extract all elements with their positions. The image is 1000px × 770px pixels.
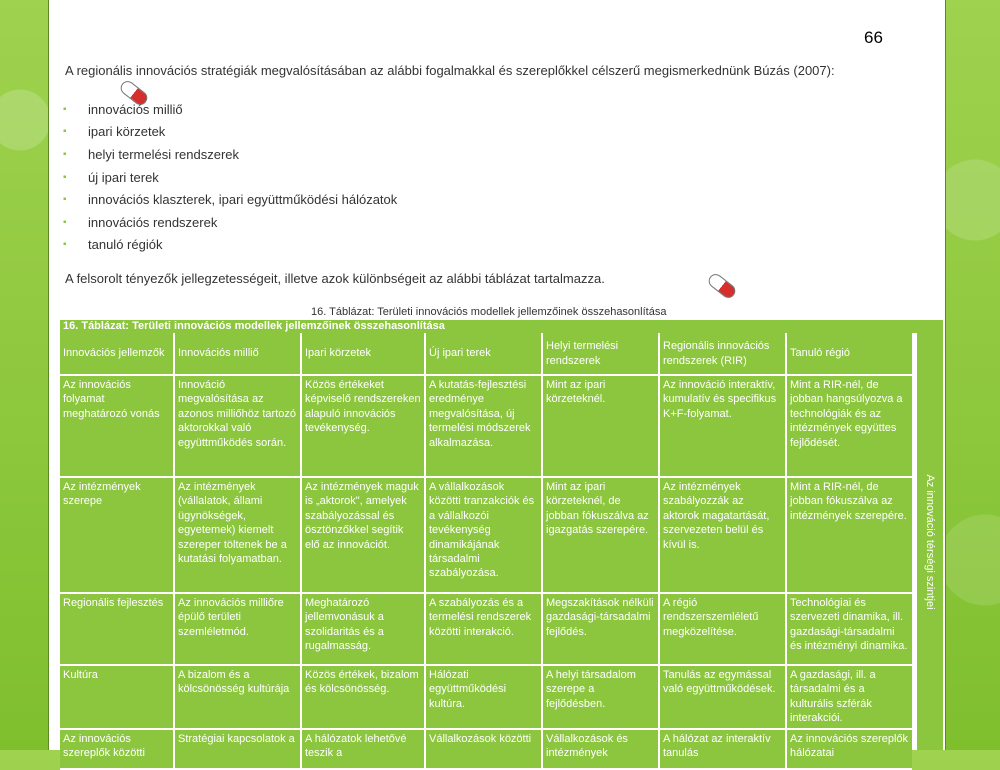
table-cell: Közös értékeket képviselő rendszereken alapuló innovációs tevékenység. — [301, 375, 425, 477]
header-cell: Innovációs milliő — [174, 333, 301, 375]
table-cell: Vállalkozások és intézmények — [542, 729, 659, 769]
bullet-icon: ▪ — [63, 216, 67, 228]
comparison-table — [60, 333, 912, 760]
table-cell: Az innovációs folyamat meghatározó vonás — [60, 375, 174, 477]
table-title: 16. Táblázat: Területi innovációs modellek jellemzőinek összehasonlítása — [60, 320, 943, 333]
bullet-icon: ▪ — [63, 103, 67, 115]
summary-text: A felsorolt tényezők jellegzetességeit, illetve azok különbségeit az alábbi táblázat tartalmazza. — [65, 271, 605, 286]
header-cell: Tanuló régió — [786, 333, 912, 375]
table-cell: Az innováció interaktív, kumulatív és specifikus K+F-folyamat. — [659, 375, 786, 477]
table-cell: Vállalkozások közötti — [425, 729, 542, 769]
table-cell: Mint az ipari körzeteknél. — [542, 375, 659, 477]
list-item: ▪ tanuló régiók — [63, 237, 163, 253]
table-row — [60, 477, 912, 593]
table-cell: Stratégiai kapcsolatok a — [174, 729, 301, 769]
table-row — [60, 665, 912, 729]
table-cell: Mint a RIR-nél, de jobban fókuszálva az intézmények szerepére. — [786, 477, 912, 593]
side-label-text: Az innováció térségi szintjei — [924, 473, 936, 610]
table-cell: Meghatározó jellemvonásuk a szolidaritás és a rugalmasság. — [301, 593, 425, 665]
table-cell: Az intézmények szabályozzák az aktorok magatartását, szervezeten belül és kívül is. — [659, 477, 786, 593]
intro-text: A regionális innovációs stratégiák megvalósításában az alábbi fogalmakkal és szereplőkkel célszerű megismerkednünk Búzás (2007): — [65, 63, 835, 78]
document-page — [48, 0, 946, 760]
page-number: 66 — [864, 28, 883, 47]
header-cell: Innovációs jellemzők — [60, 333, 174, 375]
table-cell: Az intézmények (vállalatok, állami ügynökségek, egyetemek) kiemelt szereper töltenek be a kutatási folyamatban. — [174, 477, 301, 593]
bullet-icon: ▪ — [63, 126, 67, 138]
table-cell: Az intézmények maguk is „aktorok", amelyek szabályozással és ösztönzőkkel segítik elő az innovációt. — [301, 477, 425, 593]
table-cell: Kultúra — [60, 665, 174, 729]
header-cell: Ipari körzetek — [301, 333, 425, 375]
table-cell: Mint a RIR-nél, de jobban hangsúlyozva a technológiák és az intézmények együttes fejlődését. — [786, 375, 912, 477]
list-item: ▪ innovációs rendszerek — [63, 214, 218, 230]
table-cell: Az innovációs szereplők közötti — [60, 729, 174, 769]
header-cell: Új ipari terek — [425, 333, 542, 375]
table-caption: 16. Táblázat: Területi innovációs modellek jellemzőinek összehasonlítása — [311, 306, 667, 318]
side-label — [915, 333, 943, 750]
list-item: ▪ helyi termelési rendszerek — [63, 146, 240, 162]
header-cell: Regionális innovációs rendszerek (RIR) — [659, 333, 786, 375]
bullet-icon: ▪ — [63, 148, 67, 160]
table-cell: A hálózatok lehetővé teszik a — [301, 729, 425, 769]
list-item: ▪ innovációs klaszterek, ipari együttműködési hálózatok — [63, 192, 398, 208]
list-item: ▪ innovációs milliő — [63, 101, 183, 117]
table-row — [60, 593, 912, 665]
table-cell: Regionális fejlesztés — [60, 593, 174, 665]
table-cell: Az innovációs szereplők hálózatai — [786, 729, 912, 769]
table-cell: A régió rendszerszemléletű megközelítése. — [659, 593, 786, 665]
bullet-icon: ▪ — [63, 194, 67, 206]
table-header-row — [60, 333, 912, 375]
bullet-icon: ▪ — [63, 171, 67, 183]
table-row — [60, 729, 912, 769]
list-item: ▪ új ipari terek — [63, 169, 159, 185]
table-cell: Technológiai és szervezeti dinamika, ill. gazdasági-társadalmi és intézményi dinamika. — [786, 593, 912, 665]
table-cell: A hálózat az interaktív tanulás — [659, 729, 786, 769]
concept-list — [63, 98, 397, 256]
table-cell: A gazdasági, ill. a társadalmi és a kulturális szférák interakciói. — [786, 665, 912, 729]
list-item: ▪ ipari körzetek — [63, 124, 166, 140]
table-cell: Közös értékek, bizalom és kölcsönösség. — [301, 665, 425, 729]
pill-icon — [706, 271, 738, 301]
header-cell: Helyi termelési rendszerek — [542, 333, 659, 375]
table-cell: A szabályozás és a termelési rendszerek közötti interakció. — [425, 593, 542, 665]
table-cell: A helyi társadalom szerepe a fejlődésben. — [542, 665, 659, 729]
table-cell: Hálózati együttműködési kultúra. — [425, 665, 542, 729]
table-cell: Tanulás az egymással való együttműködések. — [659, 665, 786, 729]
table-cell: A bizalom és a kölcsönösség kultúrája — [174, 665, 301, 729]
table-cell: Mint az ipari körzeteknél, de jobban fókuszálva az igazgatás szerepére. — [542, 477, 659, 593]
bullet-icon: ▪ — [63, 239, 67, 251]
table-cell: Az intézmények szerepe — [60, 477, 174, 593]
table-cell: Innováció megvalósítása az azonos milliőhöz tartozó aktorokkal való együttműködés során. — [174, 375, 301, 477]
table-row — [60, 375, 912, 477]
table-cell: Megszakítások nélküli gazdasági-társadalmi fejlődés. — [542, 593, 659, 665]
table-cell: Az innovációs milliőre épülő területi szemléletmód. — [174, 593, 301, 665]
table-cell: A kutatás-fejlesztési eredménye megvalósítása, új termelési módszerek alkalmazása. — [425, 375, 542, 477]
table-cell: A vállalkozások közötti tranzakciók és a vállalkozói tevékenység dinamikájának társadalmi szabályozása. — [425, 477, 542, 593]
